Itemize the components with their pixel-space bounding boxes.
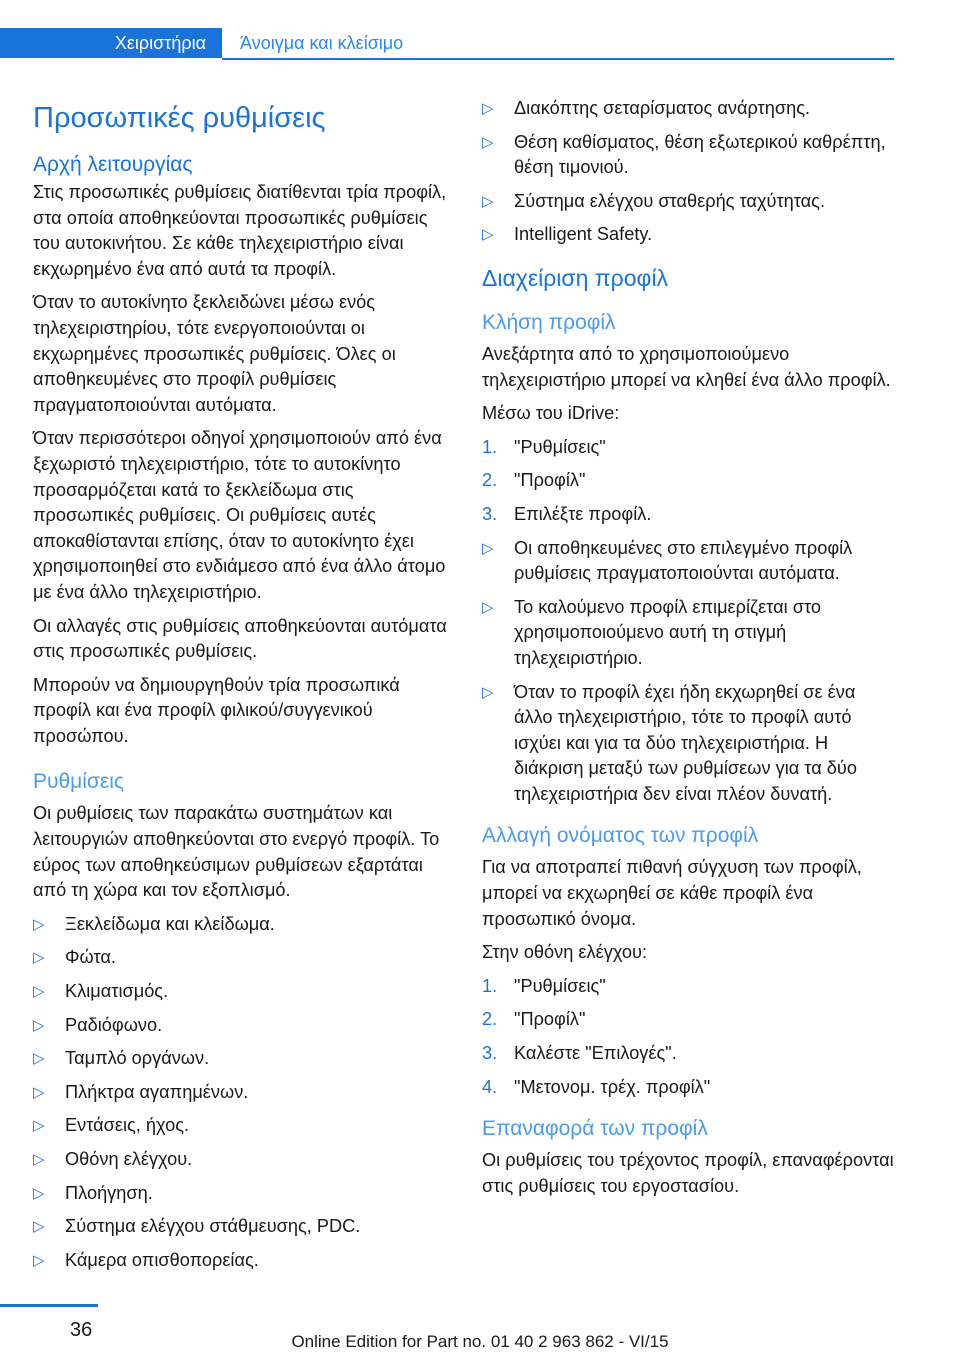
step-number: 3.: [482, 1043, 498, 1064]
step-number: 1.: [482, 436, 498, 457]
list-item: ▷ Οι αποθηκευμένες στο επιλεγμένο προφίλ ρυθμίσεις πραγματοποιούνται αυτόματα.: [482, 536, 894, 587]
list-item: ▷ Σύστημα ελέγχου σταθερής ταχύτητας.: [482, 189, 894, 215]
step-item: [482, 1041, 894, 1067]
step-text: "Ρυθμίσεις": [514, 436, 606, 457]
subheading-call-profile: Κλήση προφίλ: [482, 310, 616, 334]
step-item: [482, 502, 894, 528]
subheading-rename-profile: Αλλαγή ονόματος των προφίλ: [482, 824, 759, 848]
subheading-principle: Αρχή λειτουργίας: [33, 153, 193, 176]
section-title-profile-management: Διαχείριση προφίλ: [482, 264, 669, 291]
step-item: [482, 1075, 894, 1101]
step-text: "Προφίλ": [514, 1009, 586, 1030]
step-item: [482, 1007, 894, 1033]
list-item: ▷ Κλιματισμός.: [33, 979, 451, 1005]
step-item: [482, 468, 894, 494]
steps-list: [482, 435, 894, 528]
list-item: ▷ Ξεκλείδωμα και κλείδωμα.: [33, 912, 451, 938]
step-number: 2.: [482, 1009, 498, 1030]
list-item: ▷ Κάμερα οπισθοπορείας.: [33, 1248, 451, 1274]
list-item: ▷ Intelligent Safety.: [482, 222, 894, 248]
list-item: ▷ Πλοήγηση.: [33, 1181, 451, 1207]
step-text: Καλέστε "Επιλογές".: [514, 1043, 677, 1064]
paragraph: Όταν περισσότεροι οδηγοί χρησιμοποιούν από ένα ξεχωριστό τηλεχειριστήριο, τότε το αυτοκίνητο προσαρμόζεται κατά το ξεκλείδωμα στις προσωπικές ρυθμίσεις. Οι ρυθμίσεις αυτές αποκαθίστανται επίσης, όταν το αυτοκίνητο έχει χρησιμοποιηθεί στο ενδιάμεσο από ένα άλλο άτομο με ένα άλλο τηλεχειριστήριο.: [33, 428, 446, 602]
result-list: [482, 536, 894, 808]
paragraph: Οι ρυθμίσεις του τρέχοντος προφίλ, επαναφέρονται στις ρυθμίσεις του εργοστασίου.: [482, 1150, 894, 1196]
step-text: "Ρυθμίσεις": [514, 975, 606, 996]
footer-rule: [0, 1304, 98, 1307]
settings-list: [33, 912, 451, 1274]
paragraph: Στην οθόνη ελέγχου:: [482, 942, 648, 963]
step-text: Επιλέξτε προφίλ.: [514, 503, 652, 524]
page-number: 36: [70, 1319, 93, 1341]
list-item: ▷ Ταμπλό οργάνων.: [33, 1046, 451, 1072]
list-item: ▷ Οθόνη ελέγχου.: [33, 1147, 451, 1173]
paragraph: Ανεξάρτητα από το χρησιμοποιούμενο τηλεχειριστήριο μπορεί να κληθεί ένα άλλο προφίλ.: [482, 343, 891, 390]
paragraph: Όταν το αυτοκίνητο ξεκλειδώνει μέσω ενός τηλεχειριστηρίου, τότε ενεργοποιούνται οι εκχωρημένες προσωπικές ρυθμίσεις. Όλες οι αποθηκευμένες στο προφίλ ρυθμίσεις πραγματοποιούνται αυτόματα.: [33, 292, 396, 415]
settings-list-continued: [482, 96, 894, 248]
subheading-settings: Ρυθμίσεις: [33, 770, 125, 794]
list-item: ▷ Ραδιόφωνο.: [33, 1013, 451, 1039]
list-item: ▷ Όταν το προφίλ έχει ήδη εκχωρηθεί σε ένα άλλο τηλεχειριστήριο, τότε το προφίλ αυτό ισχύει και για τα δύο τηλεχειριστήρια. Η διάκριση μεταξύ των ρυθμίσεων για τα δύο τηλεχειριστήρια δεν είναι πλέον δυνατή.: [482, 680, 894, 808]
list-item: ▷ Φώτα.: [33, 945, 451, 971]
steps-list: [482, 974, 894, 1100]
list-item: ▷ Εντάσεις, ήχος.: [33, 1113, 451, 1139]
paragraph: Οι αλλαγές στις ρυθμίσεις αποθηκεύονται αυτόματα στις προσωπικές ρυθμίσεις.: [33, 615, 447, 662]
list-item: ▷ Διακόπτης σεταρίσματος ανάρτησης.: [482, 96, 894, 122]
step-number: 3.: [482, 503, 498, 524]
paragraph: Μπορούν να δημιουργηθούν τρία προσωπικά προφίλ και ένα προφίλ φιλικού/συγγενικού προσώπου.: [33, 674, 400, 746]
step-text: "Προφίλ": [514, 470, 586, 491]
list-item: ▷ Θέση καθίσματος, θέση εξωτερικού καθρέπτη, θέση τιμονιού.: [482, 130, 894, 181]
left-column: [33, 96, 451, 1281]
header-section-title: Άνοιγμα και κλείσιμο: [240, 33, 404, 53]
list-item: ▷ Το καλούμενο προφίλ επιμερίζεται στο χρησιμοποιούμενο αυτή τη στιγμή τηλεχειριστήριο.: [482, 595, 894, 672]
right-column: [482, 96, 894, 1207]
list-item: ▷ Σύστημα ελέγχου στάθμευσης, PDC.: [33, 1214, 451, 1240]
paragraph: Στις προσωπικές ρυθμίσεις διατίθενται τρία προφίλ, στα οποία αποθηκεύονται προσωπικές ρυθμίσεις του αυτοκινήτου. Σε κάθε τηλεχειριστήριο είναι εκχωρημένο ένα από αυτά τα προφίλ.: [33, 182, 447, 279]
header-rule: [222, 58, 894, 60]
list-item: ▷ Πλήκτρα αγαπημένων.: [33, 1080, 451, 1106]
paragraph: Οι ρυθμίσεις των παρακάτω συστημάτων και λειτουργιών αποθηκεύονται στο ενεργό προφίλ. Το εύρος των αποθηκεύσιμων ρυθμίσεων εξαρτάται από τη χώρα και τον εξοπλισμό.: [33, 803, 440, 901]
edition-note: Online Edition for Part no. 01 40 2 963 862 - VI/15: [291, 1332, 669, 1351]
step-item: [482, 435, 894, 461]
step-item: [482, 974, 894, 1000]
paragraph: Μέσω του iDrive:: [482, 403, 620, 424]
subheading-reset-profile: Επαναφορά των προφίλ: [482, 1117, 708, 1141]
step-number: 2.: [482, 470, 498, 491]
step-text: "Μετονομ. τρέχ. προφίλ": [514, 1076, 711, 1097]
header-chapter-tab: Χειριστήρια: [0, 28, 222, 58]
page-title: Προσωπικές ρυθμίσεις: [33, 102, 326, 134]
step-number: 1.: [482, 975, 498, 996]
paragraph: Για να αποτραπεί πιθανή σύγχυση των προφίλ, μπορεί να εκχωρηθεί σε κάθε προφίλ ένα προσωπικό όνομα.: [482, 857, 862, 929]
step-number: 4.: [482, 1076, 498, 1097]
